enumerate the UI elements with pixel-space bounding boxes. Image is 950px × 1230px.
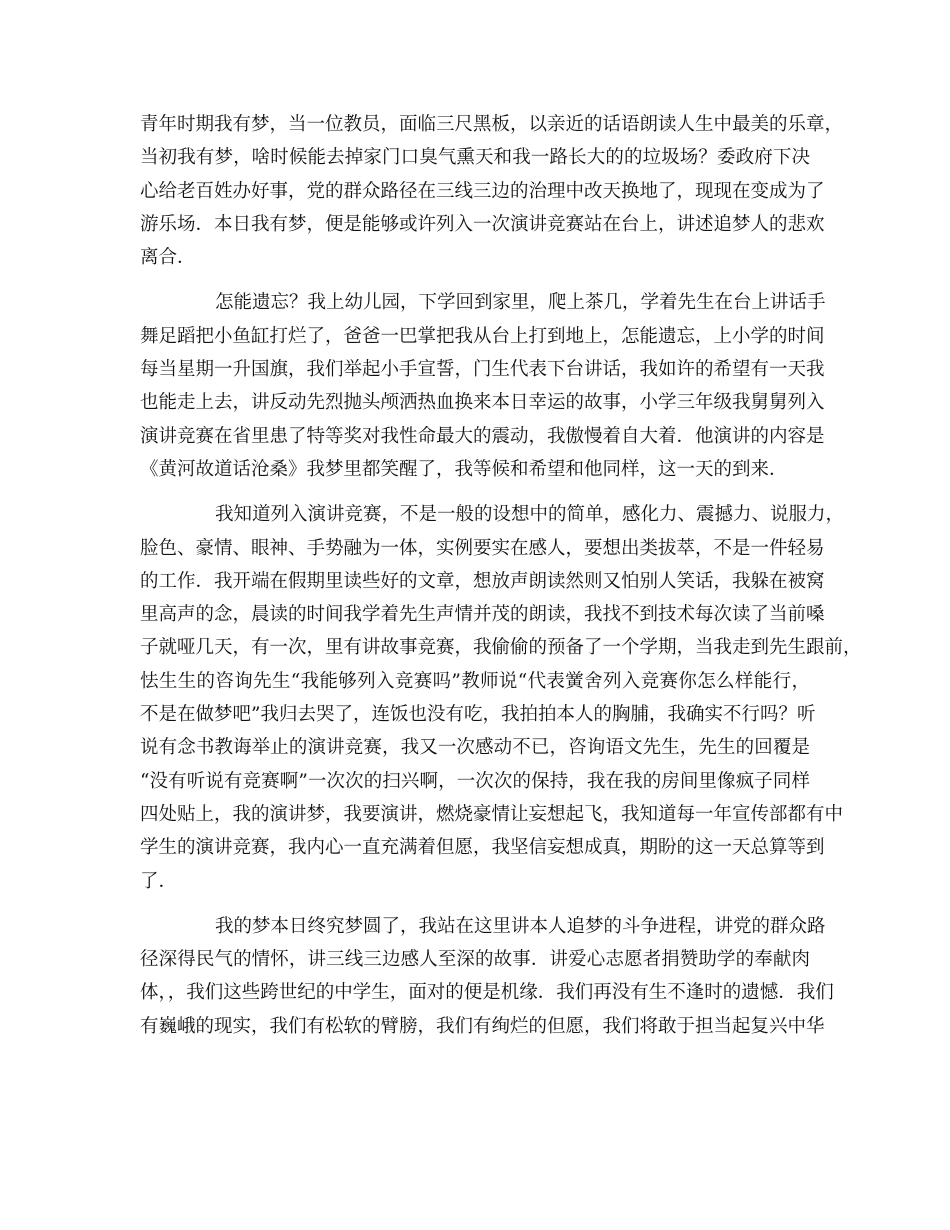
text-line: 离合． — [140, 247, 196, 269]
text-line: 也能走上去，讲反动先烈抛头颅洒热血换来本日幸运的故事，小学三年级我舅舅列入 — [140, 392, 825, 414]
text-line: 四处贴上，我的演讲梦，我要演讲，燃烧豪情让妄想起飞，我知道每一年宣传部都有中 — [140, 803, 844, 825]
text-line: 不是在做梦吧”我归去哭了，连饭也没有吃，我拍拍本人的胸脯，我确实不行吗？听 — [140, 704, 816, 726]
text-line: 我知道列入演讲竞赛，不是一般的设想中的简单，感化力、震撼力、说服力， — [215, 504, 845, 526]
text-line: 我的梦本日终究梦圆了，我站在这里讲本人追梦的斗争进程，讲党的群众路 — [215, 915, 826, 937]
text-line: 演讲竞赛在省里患了特等奖对我性命最大的震动，我傲慢着自大着．他演讲的内容是 — [140, 425, 825, 447]
text-line: 学生的演讲竞赛，我内心一直充满着但愿，我坚信妄想成真，期盼的这一天总算等到 — [140, 837, 825, 859]
text-line: 怯生生的咨询先生“我能够列入竞赛吗”教师说“代表黉舍列入竞赛你怎么样能行， — [140, 670, 810, 692]
text-line: 有巍峨的现实，我们有松软的臂膀，我们有绚烂的但愿，我们将敢于担当起复兴中华 — [140, 1015, 825, 1037]
text-line: 青年时期我有梦，当一位教员，面临三尺黑板，以亲近的话语朗读人生中最美的乐章， — [140, 114, 844, 135]
text-line: “没有听说有竞赛啊”一次次的扫兴啊，一次次的保持，我在我的房间里像疯子同样 — [140, 770, 810, 792]
paragraph-3 — [140, 498, 862, 898]
text-line: 舞足蹈把小鱼缸打烂了，爸爸一巴掌把我从台上打到地上，怎能遗忘，上小学的时间 — [140, 325, 825, 347]
text-line: 子就哑几天，有一次，里有讲故事竞赛，我偷偷的预备了一个学期，当我走到先生跟前， — [140, 637, 862, 659]
paragraph-2 — [140, 286, 826, 486]
text-line: 径深得民气的情怀，讲三线三边感人至深的故事．讲爱心志愿者捐赞助学的奉献肉 — [140, 949, 810, 971]
text-line: 游乐场．本日我有梦，便是能够或许列入一次演讲竞赛站在台上，讲述追梦人的悲欢 — [140, 213, 825, 235]
paragraph-1 — [140, 108, 844, 274]
text-line: 脸色、豪情、眼神、手势融为一体，实例要实在感人，要想出类拔萃，不是一件轻易 — [140, 537, 825, 559]
text-line: 当初我有梦，啥时候能去掉家门口臭气熏天和我一路长大的的垃圾场？委政府下决 — [140, 147, 810, 169]
text-line: 每当星期一升国旗，我们举起小手宣誓，门生代表下台讲话，我如许的希望有一天我 — [140, 359, 825, 381]
text-line: 《黄河故道话沧桑》我梦里都笑醒了，我等候和希望和他同样，这一天的到来． — [140, 458, 788, 480]
text-line: 心给老百姓办好事，党的群众路径在三线三边的治理中改天换地了，现现在变成为了 — [140, 180, 825, 202]
text-line: 怎能遗忘？我上幼儿园，下学回到家里，爬上茶几，学着先生在台上讲话手 — [215, 292, 826, 314]
text-line: 了． — [140, 870, 178, 892]
text-line: 体，，我们这些跨世纪的中学生，面对的便是机缘．我们再没有生不逢时的遗憾．我们 — [140, 982, 834, 1004]
text-line: 说有念书教诲举止的演讲竞赛，我又一次感动不已，咨询语文先生，先生的回覆是 — [140, 737, 810, 759]
paragraph-4 — [140, 910, 834, 1043]
document-body — [140, 108, 862, 1055]
text-line: 的工作．我开端在假期里读些好的文章，想放声朗读然则又怕别人笑话，我躲在被窝 — [140, 570, 825, 592]
text-line: 里高声的念，晨读的时间我学着先生声情并茂的朗读，我找不到技术每次读了当前嗓 — [140, 604, 825, 626]
